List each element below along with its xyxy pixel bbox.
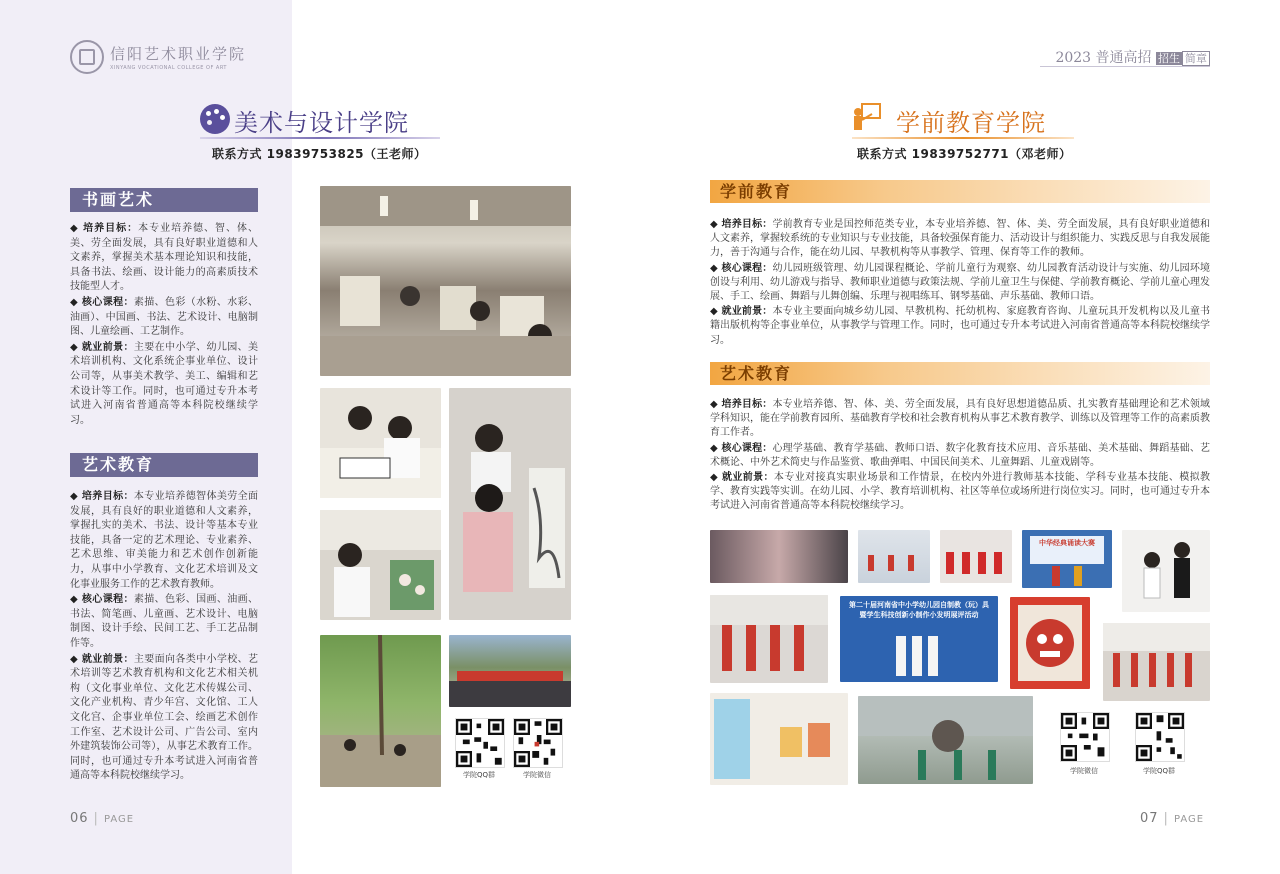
qr-label-qq-right: 学院QQ群 [1142,767,1176,775]
section-title-art-education: 艺术教育 [70,453,258,477]
photo-dance-pose [1122,530,1210,612]
page-number-left: 06 | PAGE [70,811,135,826]
wechat-qr [513,718,563,768]
section-body-preschool: ◆ 培养目标：学前教育专业是国控师范类专业，本专业培养德、智、体、美、劳全面发展，具有良好职业道德和人文素养，掌握较系统的专业知识与专业技能，具备较强保育能力、活动设计与组织能力、实践反思与自我发展能力，善于沟通与合作，能在幼儿园、早教机构等从事教学、管理、保育等工作的教师。 ◆ 核心课程：幼儿园班级管理、幼儿园课程概论、学前儿童行为观察、幼儿园教育活动设计与实施、幼儿园环境创设与利用、幼儿游戏与指导、教师职业道德与政策法规、学前儿童卫生与保健、学前教育概论、学前儿童心理发展、手工、绘画、舞蹈与儿舞创编、乐理与视唱练耳、钢琴基础、声乐基础、教师口语。 ◆ 就业前景：本专业主要面向城乡幼儿园、早教机构、托幼机构、家庭教育咨询、儿童玩具开发机构以及儿童书籍出版机构等企事业单位，从事教学与管理工作。同时，也可通过专升本考试进入河南省普通高等本科院校继续学习。 [710,219,1211,346]
title-underline-right [852,137,1074,139]
section-title-art-education-right: 艺术教育 [710,362,1210,385]
college-title-right: 学前教育学院 [896,109,1046,137]
wechat-qr-right [1060,712,1110,762]
teacher-icon [852,102,882,134]
page-number-right: 07 | PAGE [1140,811,1205,826]
palette-icon [200,104,230,134]
photo-calligraphy [320,388,441,498]
photo-painting-student [320,510,441,620]
photo-performance [940,530,1012,583]
photo-class-group [710,530,848,583]
photo-dance-rehearsal [858,530,930,583]
logo-en-text: XINYANG VOCATIONAL COLLEGE OF ART [110,65,227,71]
photo-lion-mask-art [1010,597,1090,689]
photo-science-exhibition [840,596,998,682]
qq-group-qr-right [1135,712,1185,762]
qr-label-wechat-right: 学院微信 [1070,767,1098,775]
brochure-badge-1: 招生 [1158,52,1180,65]
photo-recitation-contest [1022,530,1112,588]
photo-children-books [710,693,848,785]
brochure-badge-2: 简章 [1182,51,1210,66]
brochure-header [1055,47,1210,67]
section-body-art-education-right: ◆ 培养目标：本专业培养德、智、体、美、劳全面发展，具有良好思想道德品质、扎实教育基础理论和艺术领域学科知识，能在学前教育园所、基础教育学校和社会教育机构从事艺术教育教学、训练以及管理等工作的高素质教育工作者。 ◆ 核心课程：心理学基础、教育学基础、教师口语、数字化教育技术应用、音乐基础、美术基础、舞蹈基础、艺术概论、中外艺术简史与作品鉴赏、歌曲弹唱、中国民间美术、儿童舞蹈、儿童戏剧等。 ◆ 就业前景：本专业对接真实职业场景和工作情景，在校内外进行教师基本技能、学科专业基本技能、模拟教学、教育实践等实训。在幼儿园、小学、教育培训机构、社区等单位或场所进行岗位实习。同时，也可通过专升本考试进入河南省普通高等本科院校继续学习。 [710,399,1211,512]
header-rule [1040,66,1210,67]
photo-dance-practice [1103,623,1210,701]
section-body-calligraphy: ◆ 培养目标：本专业培养德、智、体、美、劳全面发展，具有良好职业道德和人文素养，掌握美术基本理论知识和技能，具备书法、绘画、设计能力的高素质技术技能型人才。 ◆ 核心课程：素描、色彩（水粉、水彩、油画）、中国画、书法、艺术设计、电脑制图、儿童绘画、工艺制作。 ◆ 就业前景：主要在中小学、幼儿园、美术培训机构、文化系统企事业单位、设计公司等，从事美术教学、美工、编辑和艺术设计等工作。同时，也可通过专升本考试进入河南省普通高等本科院校继续学习。 [70,223,259,426]
college-title: 美术与设计学院 [234,109,409,137]
qr-label-wechat: 学院微信 [523,771,551,779]
right-page [640,0,1280,874]
exhibition-banner-text: 第二十届河南省中小学幼儿园自制教（玩）具暨学生科技创新小制作小发明展评活动 [849,601,989,619]
photo-dance-class [710,595,828,683]
brochure-year: 2023 普通高招 [1055,50,1152,66]
photo-drawing-class [320,186,571,376]
contact-info: 联系方式 19839753825（王老师） [212,147,427,161]
school-seal-icon [70,40,104,74]
contest-banner-text: 中华经典诵读大赛 [1030,536,1104,564]
qq-group-qr [455,718,505,768]
school-logo [70,40,246,74]
photo-outdoor-sketch [320,635,441,787]
section-title-calligraphy: 书画艺术 [70,188,258,212]
logo-cn-text: 信阳艺术职业学院 [110,45,247,63]
photo-group [449,635,571,707]
photo-outdoor-dance [858,696,1033,784]
section-body-art-education: ◆ 培养目标：本专业培养德智体美劳全面发展，具有良好的职业道德和人文素养，掌握扎实的美术、书法、设计等基本专业技能，具备一定的艺术理论、专业素养、艺术思维、审美能力和艺术创作创新能力，从事中小学教育、文化艺术培训及文化事业服务工作的艺术教育教师。 ◆ 核心课程：素描、色彩、国画、油画、书法、简笔画、儿童画、艺术设计、电脑制图、设计手绘、民间工艺、手工艺品制作等。 ◆ 就业前景：主要面向各类中小学校、艺术培训等艺术教育机构和文化艺术相关机构（文化事业单位、文化艺术传媒公司、文化产业机构、青少年宫、文化馆、工人文化宫、企事业单位工会、绘画艺术创作工作室、艺术设计公司、广告公司、室内外建筑装饰公司等），从事艺术教育工作。同时，也可通过专升本考试进入河南省普通高等本科院校继续学习。 [70,491,259,782]
photo-ink-painting [449,388,571,620]
contact-info-right: 联系方式 19839752771（邓老师） [857,147,1072,161]
qr-label-qq: 学院QQ群 [462,771,496,779]
title-underline [200,137,440,139]
section-title-preschool: 学前教育 [710,180,1210,203]
